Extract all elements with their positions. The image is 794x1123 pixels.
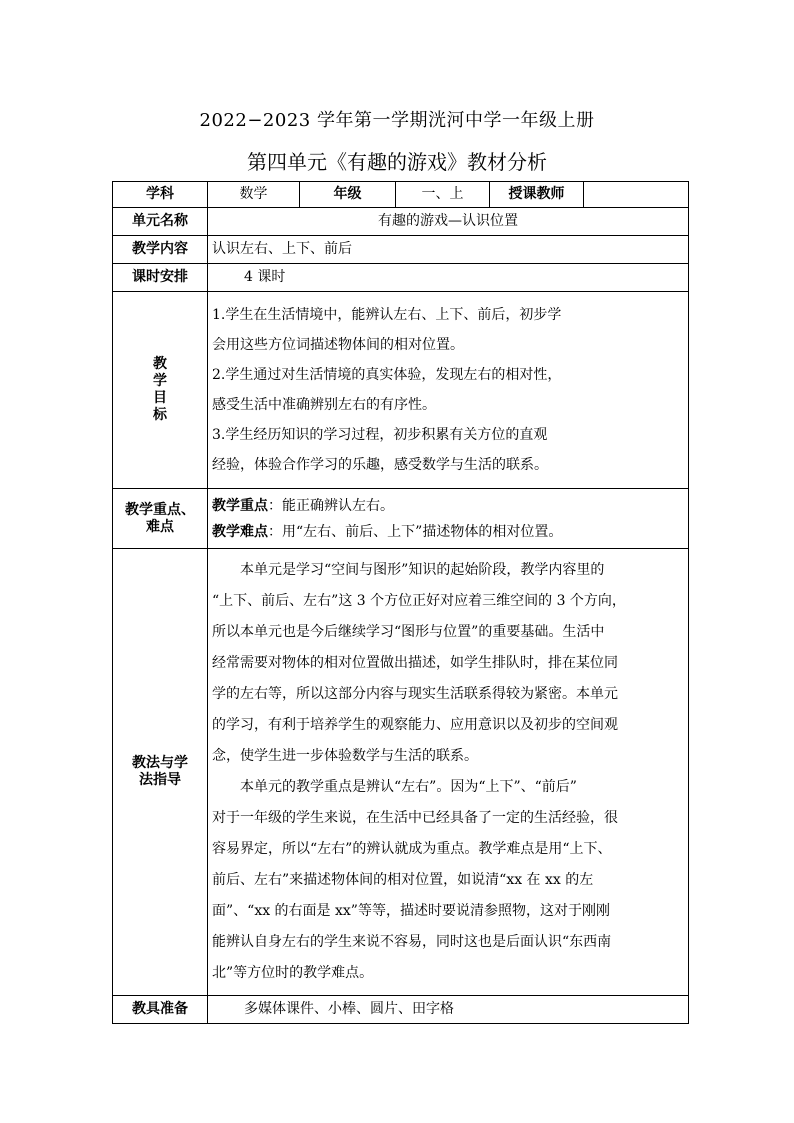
method-line: 经常需要对物体的相对位置做出描述，如学生排队时，排在某位同 xyxy=(212,655,618,671)
content-value: 认识左右、上下、前后 xyxy=(208,236,689,264)
row-schedule xyxy=(113,264,689,292)
method-line: 本单元的教学重点是辨认“左右”。因为“上下”、“前后” xyxy=(240,779,577,795)
unit-value: 有趣的游戏—认识位置 xyxy=(208,208,689,236)
method-line: “上下、前后、左右”这 3 个方位正好对应着三维空间的 3 个方向， xyxy=(212,593,626,609)
goals-label: 教 学 目 标 xyxy=(113,292,208,489)
goals-text xyxy=(208,292,689,489)
subject-value: 数学 xyxy=(208,182,300,208)
goal-line: 1.学生在生活情境中，能辨认左右、上下、前后，初步学 xyxy=(212,307,562,323)
teacher-label: 授课教师 xyxy=(490,182,584,208)
row-subject xyxy=(113,182,689,208)
goal-line: 经验，体验合作学习的乐趣，感受数学与生活的联系。 xyxy=(212,457,548,473)
method-label: 教法与学 法指导 xyxy=(113,549,208,996)
key-points-text xyxy=(208,489,689,549)
method-line: 的学习，有利于培养学生的观察能力、应用意识以及初步的空间观 xyxy=(212,717,618,733)
teacher-value xyxy=(584,182,689,208)
subject-label: 学科 xyxy=(113,182,208,208)
key-point-line: 教学重点：能正确辨认左右。 xyxy=(212,497,394,514)
goal-line: 感受生活中准确辨别左右的有序性。 xyxy=(212,397,436,413)
goal-line: 会用这些方位词描述物体间的相对位置。 xyxy=(212,337,464,353)
method-line: 念，使学生进一步体验数学与生活的联系。 xyxy=(212,748,478,764)
analysis-table xyxy=(112,181,689,1024)
row-content xyxy=(113,236,689,264)
row-key-points xyxy=(113,489,689,549)
method-line: 北”等方位时的教学难点。 xyxy=(212,965,374,981)
unit-label: 单元名称 xyxy=(113,208,208,236)
goal-line: 2.学生通过对生活情境的真实体验，发现左右的相对性， xyxy=(212,367,562,383)
method-line: 容易界定，所以“左右”的辨认就成为重点。教学难点是用“上下、 xyxy=(212,841,612,857)
document-title-line1: 2022−2023 学年第一学期洸河中学一年级上册 xyxy=(199,110,595,131)
method-text xyxy=(208,549,689,996)
method-line: 面”、“xx 的右面是 xx”等等，描述时要说清参照物，这对于刚刚 xyxy=(212,903,610,919)
key-points-label: 教学重点、 难点 xyxy=(113,489,208,549)
difficulty-line: 教学难点：用“左右、前后、上下”描述物体的相对位置。 xyxy=(212,523,563,540)
goal-line: 3.学生经历知识的学习过程，初步积累有关方位的直观 xyxy=(212,427,548,443)
schedule-label: 课时安排 xyxy=(113,264,208,292)
grade-label: 年级 xyxy=(300,182,396,208)
method-line: 学的左右等，所以这部分内容与现实生活联系得较为紧密。本单元 xyxy=(212,686,618,702)
content-label: 教学内容 xyxy=(113,236,208,264)
method-line: 对于一年级的学生来说，在生活中已经具备了一定的生活经验，很 xyxy=(212,810,618,826)
method-line: 本单元是学习“空间与图形”知识的起始阶段，教学内容里的 xyxy=(240,562,605,578)
prep-value: 多媒体课件、小棒、圆片、田字格 xyxy=(208,996,689,1024)
row-unit xyxy=(113,208,689,236)
method-line: 能辨认自身左右的学生来说不容易，同时这也是后面认识“东西南 xyxy=(212,934,612,950)
prep-label: 教具准备 xyxy=(113,996,208,1024)
grade-value: 一、上 xyxy=(396,182,490,208)
row-method xyxy=(113,549,689,996)
method-line: 前后、左右”来描述物体间的相对位置，如说清“xx 在 xx 的左 xyxy=(212,872,594,888)
document-title-line2: 第四单元《有趣的游戏》教材分析 xyxy=(247,150,547,174)
schedule-value: 4 课时 xyxy=(208,264,689,292)
row-goals xyxy=(113,292,689,489)
row-prep xyxy=(113,996,689,1024)
method-line: 所以本单元也是今后继续学习“图形与位置”的重要基础。生活中 xyxy=(212,624,605,640)
